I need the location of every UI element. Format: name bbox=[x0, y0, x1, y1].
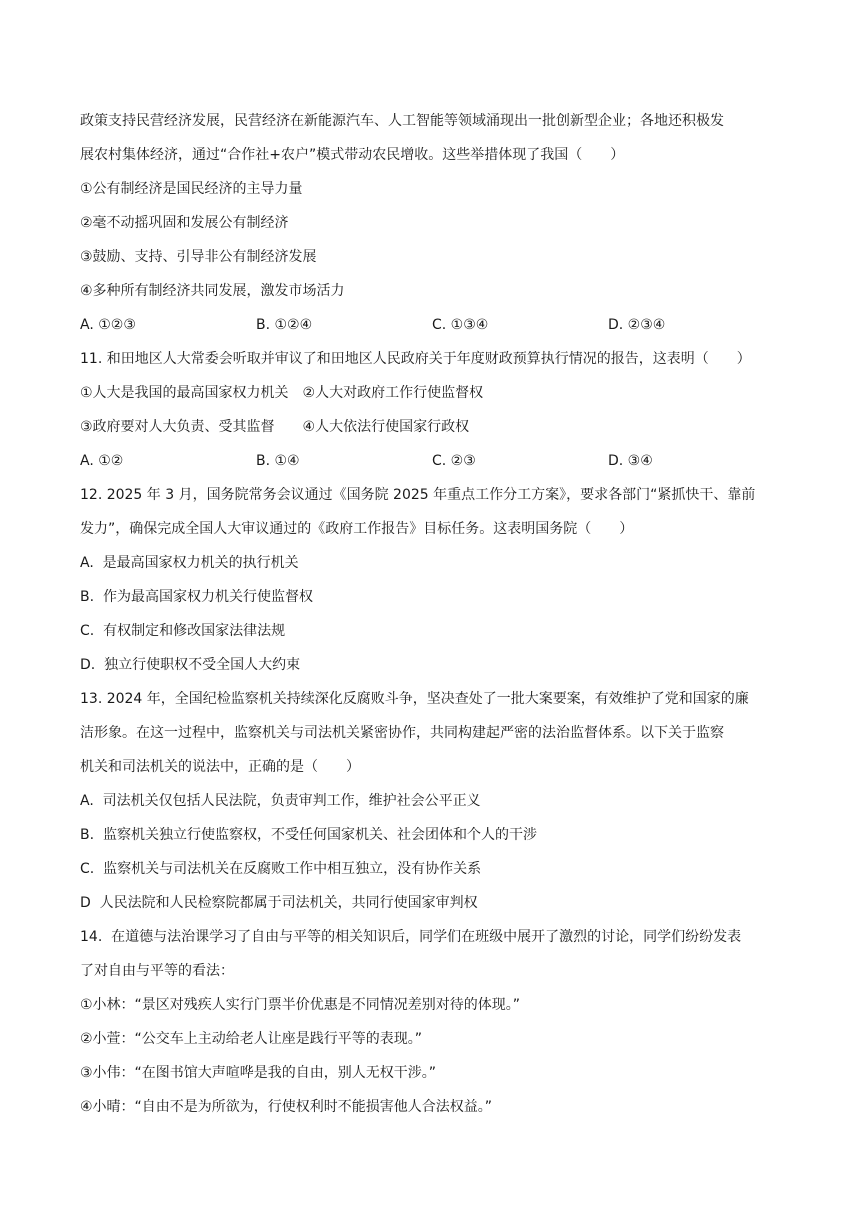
option-a: A. 是最高国家权力机关的执行机关 bbox=[80, 555, 299, 571]
question-13-stem bbox=[80, 682, 780, 784]
option-c: C. 有权制定和修改国家法律法规 bbox=[80, 623, 286, 639]
question-14-stem bbox=[80, 920, 780, 988]
option-a: A. ①②③ bbox=[80, 317, 136, 333]
statement-row-2: ③政府要对人大负责、受其监督 ④人大依法行使国家行政权 bbox=[80, 419, 470, 435]
question-10 bbox=[80, 104, 780, 342]
statement-4: ④多种所有制经济共同发展，激发市场活力 bbox=[80, 283, 345, 299]
option-a: A. 司法机关仅包括人民法院，负责审判工作，维护社会公平正义 bbox=[80, 793, 481, 809]
question-10-stem bbox=[80, 104, 780, 172]
question-10-options bbox=[80, 308, 780, 342]
statement-3: ③鼓励、支持、引导非公有制经济发展 bbox=[80, 249, 317, 265]
question-11-options bbox=[80, 444, 780, 478]
option-d: D. 独立行使职权不受全国人大约束 bbox=[80, 657, 301, 673]
exam-page bbox=[80, 104, 780, 1124]
statement-2: ②小萱：“公交车上主动给老人让座是践行平等的表现。” bbox=[80, 1031, 423, 1047]
option-a: A. ①② bbox=[80, 453, 124, 469]
stem-line: 发力”，确保完成全国人大审议通过的《政府工作报告》目标任务。这表明国务院（ ） bbox=[80, 521, 634, 537]
stem-line: 机关和司法机关的说法中，正确的是（ ） bbox=[80, 759, 360, 775]
option-b: B. ①②④ bbox=[256, 317, 313, 333]
statement-1: ①小林：“景区对残疾人实行门票半价优惠是不同情况差别对待的体现。” bbox=[80, 997, 521, 1013]
option-d: D. ③④ bbox=[608, 453, 653, 469]
question-11-stem: 11. 和田地区人大常委会听取并审议了和田地区人民政府关于年度财政预算执行情况的报告，这表明（ ） bbox=[80, 351, 751, 367]
statement-3: ③小伟：“在图书馆大声喧哗是我的自由，别人无权干涉。” bbox=[80, 1065, 437, 1081]
option-b: B. ①④ bbox=[256, 453, 300, 469]
question-11 bbox=[80, 342, 780, 478]
statement-1: ①公有制经济是国民经济的主导力量 bbox=[80, 181, 303, 197]
question-14 bbox=[80, 920, 780, 1124]
question-12-stem bbox=[80, 478, 780, 546]
stem-line: 洁形象。在这一过程中，监察机关与司法机关紧密协作，共同构建起严密的法治监督体系。以下关于监察 bbox=[80, 725, 724, 741]
question-12 bbox=[80, 478, 780, 682]
stem-line: 了对自由与平等的看法： bbox=[80, 963, 234, 979]
stem-line: 12. 2025 年 3 月，国务院常务会议通过《国务院 2025 年重点工作分工方案》，要求各部门“紧抓快干、靠前 bbox=[80, 487, 756, 503]
option-d: D. ②③④ bbox=[608, 317, 666, 333]
question-13 bbox=[80, 682, 780, 920]
statement-4: ④小晴：“自由不是为所欲为，行使权利时不能损害他人合法权益。” bbox=[80, 1099, 493, 1115]
stem-line: 14. 在道德与法治课学习了自由与平等的相关知识后，同学们在班级中展开了激烈的讨论，同学们纷纷发表 bbox=[80, 929, 742, 945]
stem-line: 13. 2024 年，全国纪检监察机关持续深化反腐败斗争，坚决查处了一批大案要案，有效维护了党和国家的廉 bbox=[80, 691, 749, 707]
option-b: B. 监察机关独立行使监察权，不受任何国家机关、社会团体和个人的干涉 bbox=[80, 827, 537, 843]
option-d: D 人民法院和人民检察院都属于司法机关，共同行使国家审判权 bbox=[80, 895, 478, 911]
statement-row-1: ①人大是我国的最高国家权力机关 ②人大对政府工作行使监督权 bbox=[80, 385, 484, 401]
stem-line: 展农村集体经济，通过“合作社+农户”模式带动农民增收。这些举措体现了我国（ ） bbox=[80, 147, 625, 163]
option-b: B. 作为最高国家权力机关行使监督权 bbox=[80, 589, 313, 605]
option-c: C. ②③ bbox=[432, 453, 476, 469]
option-c: C. ①③④ bbox=[432, 317, 489, 333]
option-c: C. 监察机关与司法机关在反腐败工作中相互独立，没有协作关系 bbox=[80, 861, 482, 877]
statement-2: ②毫不动摇巩固和发展公有制经济 bbox=[80, 215, 289, 231]
stem-line: 政策支持民营经济发展，民营经济在新能源汽车、人工智能等领域涌现出一批创新型企业；各地还积极发 bbox=[80, 113, 724, 129]
